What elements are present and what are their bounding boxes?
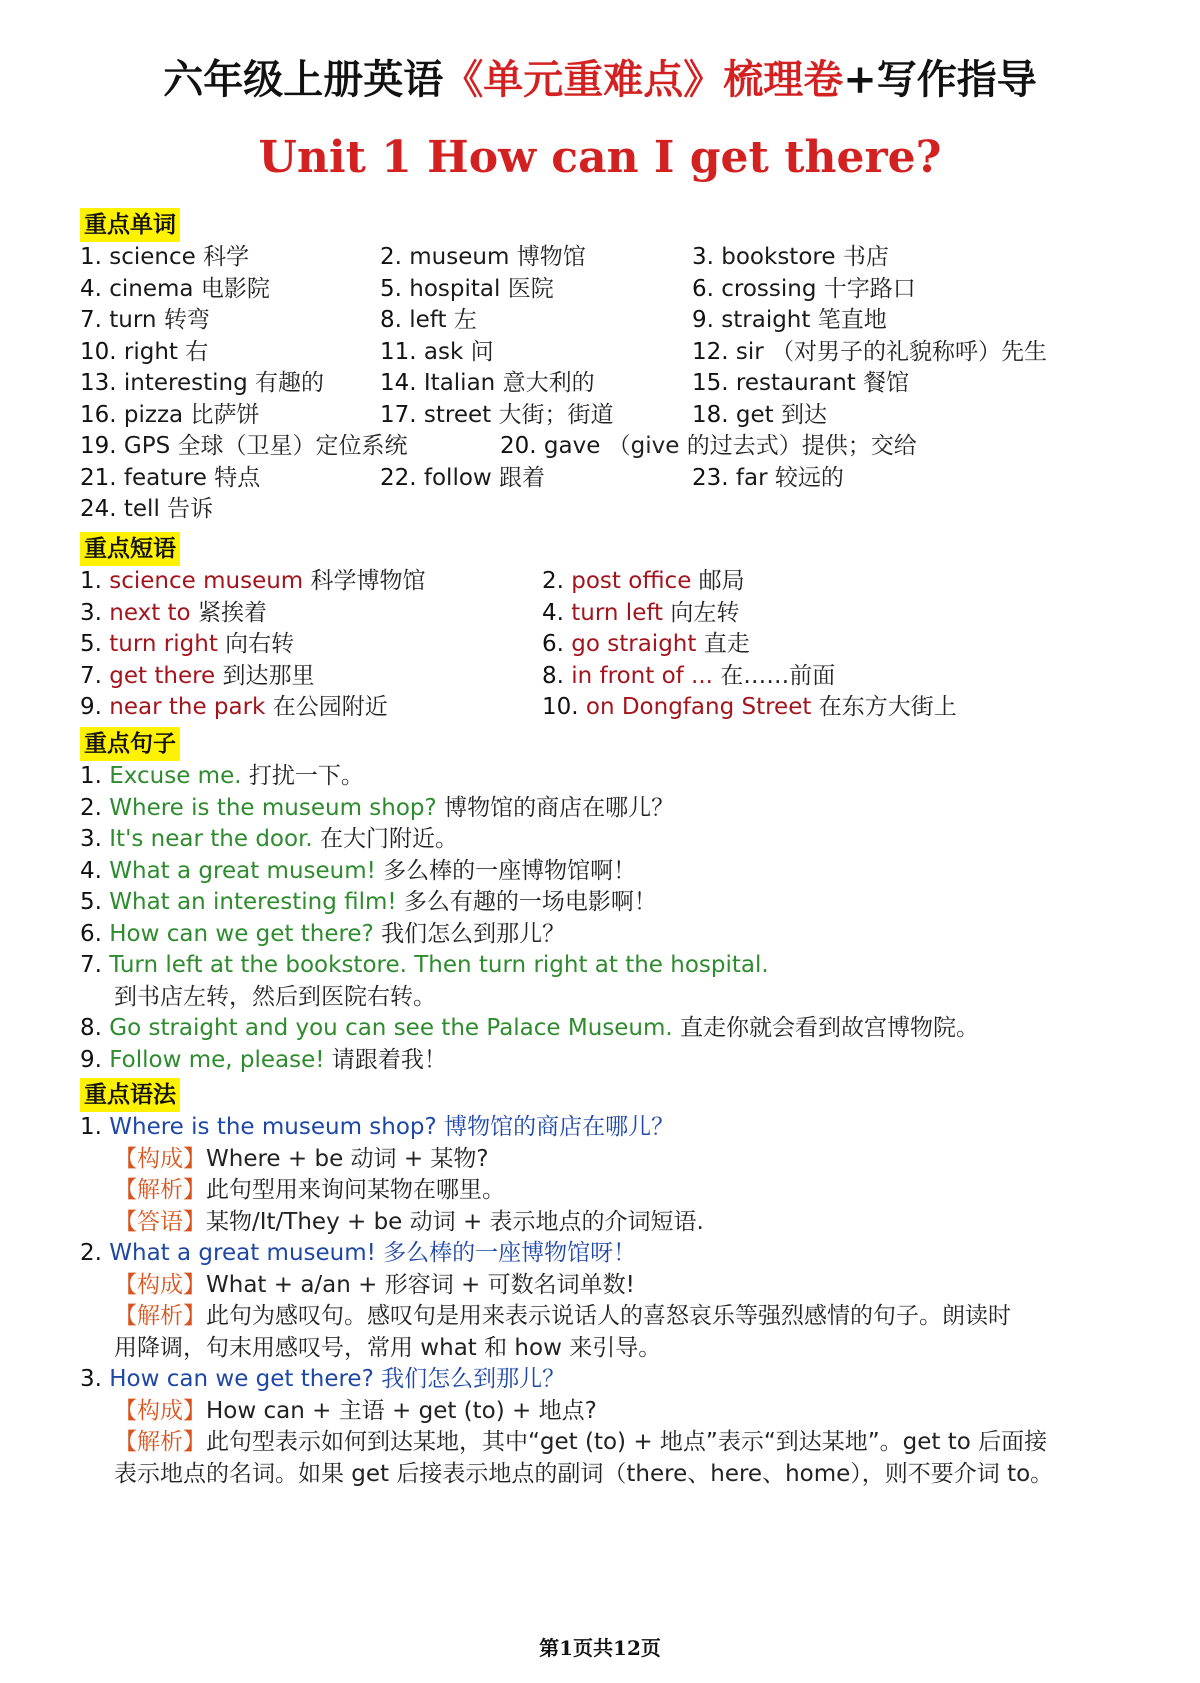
word-english: straight (721, 307, 811, 333)
sentence-english: Excuse me. (109, 763, 242, 789)
phrase-english: go straight (571, 631, 697, 657)
grammar-note-text: 此句型表示如何到达某地，其中“get (to) + 地点”表示“到达某地”。get to 后面接 (206, 1429, 1048, 1455)
key-grammar-section (80, 1078, 1160, 1490)
item-number: 9. (692, 307, 714, 333)
word-chinese: 医院 (507, 275, 554, 302)
phrase-chinese: 紧挨着 (197, 599, 267, 626)
sentence-item (80, 919, 1160, 951)
grammar-english: How can we get there? (109, 1366, 374, 1392)
item-number: 3. (80, 826, 102, 852)
word-item (80, 274, 380, 306)
word-english: cinema (109, 275, 194, 302)
word-english: ask (423, 338, 464, 365)
word-chinese: 有趣的 (255, 370, 325, 396)
grammar-note-text: 此句为感叹句。感叹句是用来表示说话人的喜怒哀乐等强烈感情的句子。朗读时 (206, 1303, 1011, 1329)
word-english: museum (409, 244, 510, 270)
grammar-chinese: 多么棒的一座博物馆呀！ (383, 1240, 637, 1266)
word-english: right (123, 338, 178, 365)
grammar-note-tag: 【解析】 (114, 1429, 206, 1455)
title-suffix: +写作指导 (843, 56, 1037, 103)
word-chinese: 到达 (780, 401, 827, 428)
word-english: hospital (409, 275, 501, 302)
grammar-note-text: 此句型用来询问某物在哪里。 (206, 1177, 505, 1203)
sentence-chinese: 在大门附近。 (320, 826, 459, 852)
item-number: 3. (692, 244, 714, 270)
phrase-item (80, 692, 542, 724)
item-number: 19. (80, 433, 117, 459)
item-number: 20. (500, 433, 537, 459)
word-chinese: 右 (185, 338, 209, 365)
item-number: 7. (80, 307, 102, 333)
phrase-english: post office (571, 568, 692, 594)
grammar-note-tag: 【构成】 (114, 1271, 206, 1298)
sentence-item (80, 793, 1160, 825)
item-number: 24. (80, 496, 117, 522)
phrase-english: science museum (109, 568, 304, 594)
phrase-english: near the park (109, 694, 266, 720)
item-number: 6. (542, 631, 564, 657)
phrase-item (80, 629, 542, 661)
grammar-note-text: What + a/an + 形容词 + 可数名词单数! (206, 1271, 635, 1298)
word-item (80, 242, 380, 274)
grammar-english: What a great museum! (109, 1240, 376, 1266)
word-chinese: 书店 (842, 244, 889, 270)
item-number: 4. (542, 599, 564, 626)
word-chinese: 笔直地 (817, 307, 887, 333)
item-number: 7. (80, 662, 102, 689)
word-chinese: 电影院 (200, 275, 270, 302)
word-item (380, 305, 692, 337)
word-chinese: （对男子的礼貌称呼）先生 (771, 338, 1048, 365)
word-item (80, 368, 380, 400)
item-number: 4. (80, 275, 102, 302)
word-english: pizza (123, 401, 184, 428)
word-item (80, 337, 380, 369)
word-item (692, 242, 1052, 274)
item-number: 1. (80, 568, 102, 594)
grammar-note-text: How can + 主语 + get (to) + 地点? (206, 1397, 597, 1424)
word-english: street (423, 401, 492, 428)
item-number: 17. (380, 401, 417, 428)
grammar-note-continuation: 表示地点的名词。如果 get 后接表示地点的副词（there、here、home），则不要介词 to。 (114, 1460, 1054, 1487)
item-number: 9. (80, 1046, 102, 1073)
word-item (380, 368, 692, 400)
sentence-chinese: 多么有趣的一场电影啊！ (403, 889, 657, 915)
phrase-chinese: 科学博物馆 (310, 568, 426, 594)
key-words-section (80, 208, 1160, 526)
word-item (692, 463, 1052, 495)
word-english: bookstore (721, 244, 836, 270)
word-chinese: 较远的 (774, 464, 844, 491)
key-phrases-heading: 重点短语 (80, 532, 180, 566)
phrase-chinese: 在公园附近 (272, 694, 388, 720)
word-english: far (735, 464, 768, 491)
word-english: sir (735, 338, 764, 365)
phrase-chinese: 到达那里 (222, 662, 315, 689)
phrase-chinese: 邮局 (698, 568, 745, 594)
word-english: get (735, 401, 774, 428)
sentence-item (80, 887, 1160, 919)
word-item (692, 305, 1052, 337)
grammar-note-tag: 【解析】 (114, 1177, 206, 1203)
grammar-note (80, 1301, 1160, 1333)
key-sentences-heading: 重点句子 (80, 727, 180, 761)
word-chinese: 告诉 (167, 496, 214, 522)
item-number: 1. (80, 244, 102, 270)
sentence-item (80, 1045, 1160, 1077)
word-item (380, 431, 1052, 463)
title-highlight: 《单元重难点》梳理卷 (443, 56, 844, 103)
key-phrases-list (80, 566, 1160, 724)
sentence-item (80, 761, 1160, 793)
word-chinese: 左 (453, 307, 477, 333)
word-english: interesting (123, 370, 248, 396)
phrase-item (542, 692, 1102, 724)
document-title (0, 48, 1200, 105)
page-number: 第1页共12页 (539, 1636, 661, 1660)
word-item (692, 337, 1052, 369)
item-number: 15. (692, 370, 729, 396)
sentence-chinese: 到书店左转，然后到医院右转。 (114, 983, 436, 1010)
grammar-point-title (80, 1364, 1160, 1396)
key-phrases-section (80, 532, 1160, 724)
phrase-item (542, 598, 1102, 630)
sentence-english: How can we get there? (109, 920, 374, 947)
phrase-chinese: 在东方大街上 (818, 694, 957, 720)
item-number: 1. (80, 1114, 102, 1140)
word-item (380, 274, 692, 306)
sentence-chinese: 博物馆的商店在哪儿？ (444, 794, 675, 821)
item-number: 23. (692, 464, 729, 491)
grammar-note-text: Where + be 动词 + 某物? (206, 1145, 489, 1172)
key-grammar-heading: 重点语法 (80, 1078, 180, 1112)
word-item (80, 494, 380, 526)
word-english: gave (543, 433, 601, 459)
word-english: crossing (721, 275, 817, 302)
word-chinese: 转弯 (163, 307, 210, 333)
grammar-note (80, 1207, 1160, 1239)
phrase-item (80, 566, 542, 598)
word-chinese: 全球（卫星）定位系统 (177, 433, 408, 459)
item-number: 11. (380, 338, 417, 365)
sentence-item (80, 824, 1160, 856)
word-item (380, 400, 692, 432)
phrase-english: on Dongfang Street (585, 694, 812, 720)
item-number: 2. (80, 1240, 102, 1266)
word-chinese: （give 的过去式）提供；交给 (607, 433, 917, 459)
item-number: 8. (80, 1015, 102, 1041)
sentence-english: It's near the door. (109, 826, 313, 852)
word-item (80, 463, 380, 495)
word-chinese: 特点 (214, 464, 261, 491)
item-number: 14. (380, 370, 417, 396)
phrase-english: get there (109, 662, 216, 689)
phrase-item (80, 661, 542, 693)
item-number: 6. (692, 275, 714, 302)
grammar-note-tag: 【构成】 (114, 1145, 206, 1172)
item-number: 3. (80, 599, 102, 626)
item-number: 5. (380, 275, 402, 302)
sentence-item (80, 1013, 1160, 1045)
item-number: 5. (80, 631, 102, 657)
grammar-note-text: 某物/It/They + be 动词 + 表示地点的介词短语. (206, 1208, 704, 1235)
phrase-chinese: 向左转 (670, 599, 740, 626)
word-item (80, 400, 380, 432)
item-number: 8. (542, 662, 564, 689)
word-item (380, 463, 692, 495)
grammar-note (80, 1396, 1160, 1428)
sentence-chinese: 直走你就会看到故宫博物院。 (680, 1015, 980, 1041)
sentence-chinese: 打扰一下。 (248, 763, 364, 789)
word-chinese: 大街；街道 (498, 401, 614, 428)
phrase-item (542, 661, 1102, 693)
phrase-english: turn left (571, 599, 664, 626)
item-number: 2. (542, 568, 564, 594)
item-number: 7. (80, 952, 102, 978)
word-english: left (409, 307, 447, 333)
phrase-english: in front of ... (571, 662, 713, 689)
key-sentences-section (80, 727, 1160, 1076)
word-chinese: 科学 (203, 244, 250, 270)
item-number: 16. (80, 401, 117, 428)
grammar-note-tag: 【构成】 (114, 1397, 206, 1424)
item-number: 21. (80, 464, 117, 491)
item-number: 4. (80, 857, 102, 884)
key-sentences-list (80, 761, 1160, 1076)
grammar-point-title (80, 1238, 1160, 1270)
key-words-list (80, 242, 1160, 526)
grammar-note (80, 1427, 1160, 1459)
item-number: 18. (692, 401, 729, 428)
sentence-english: Go straight and you can see the Palace Museum. (109, 1015, 673, 1041)
sentence-english: What a great museum! (109, 857, 376, 884)
grammar-note (80, 1144, 1160, 1176)
word-english: GPS (123, 433, 171, 459)
word-item (380, 337, 692, 369)
word-chinese: 意大利的 (502, 370, 595, 396)
item-number: 10. (542, 694, 579, 720)
item-number: 5. (80, 889, 102, 915)
word-chinese: 十字路口 (823, 275, 916, 302)
sentence-item (80, 982, 1160, 1014)
grammar-note-tag: 【解析】 (114, 1303, 206, 1329)
phrase-chinese: 向右转 (225, 631, 295, 657)
item-number: 12. (692, 338, 729, 365)
grammar-chinese: 博物馆的商店在哪儿？ (444, 1114, 675, 1140)
grammar-note-continuation: 用降调，句末用感叹号，常用 what 和 how 来引导。 (114, 1334, 662, 1361)
sentence-item (80, 950, 1160, 982)
phrase-item (542, 566, 1102, 598)
word-english: tell (123, 496, 160, 522)
grammar-note-tag: 【答语】 (114, 1208, 206, 1235)
word-chinese: 餐馆 (863, 370, 910, 396)
grammar-chinese: 我们怎么到那儿？ (381, 1366, 566, 1392)
word-chinese: 跟着 (499, 464, 546, 491)
item-number: 8. (380, 307, 402, 333)
word-english: restaurant (735, 370, 856, 396)
word-item (692, 368, 1052, 400)
phrase-english: turn right (109, 631, 218, 657)
item-number: 2. (380, 244, 402, 270)
sentence-item (80, 856, 1160, 888)
phrase-chinese: 在……前面 (720, 662, 836, 689)
key-words-heading: 重点单词 (80, 208, 180, 242)
key-grammar-list (80, 1112, 1160, 1490)
phrase-item (80, 598, 542, 630)
sentence-english: What an interesting film! (109, 889, 397, 915)
item-number: 22. (380, 464, 417, 491)
sentence-english: Follow me, please! (109, 1046, 325, 1073)
word-item (692, 274, 1052, 306)
item-number: 3. (80, 1366, 102, 1392)
item-number: 6. (80, 920, 102, 947)
sentence-english: Where is the museum shop? (109, 794, 437, 821)
word-item (692, 400, 1052, 432)
phrase-item (542, 629, 1102, 661)
word-english: turn (109, 307, 157, 333)
item-number: 13. (80, 370, 117, 396)
word-chinese: 博物馆 (516, 244, 586, 270)
phrase-english: next to (109, 599, 191, 626)
sentence-chinese: 我们怎么到那儿？ (381, 920, 566, 947)
word-chinese: 比萨饼 (190, 401, 260, 428)
word-item (80, 305, 380, 337)
sentence-chinese: 请跟着我！ (331, 1046, 447, 1073)
sentence-english: Turn left at the bookstore. Then turn right at the hospital. (109, 952, 769, 978)
word-english: Italian (423, 370, 496, 396)
word-english: feature (123, 464, 207, 491)
title-prefix: 六年级上册英语 (163, 56, 444, 103)
grammar-point-title (80, 1112, 1160, 1144)
word-item (380, 242, 692, 274)
word-english: science (109, 244, 196, 270)
item-number: 10. (80, 338, 117, 365)
unit-title: Unit 1 How can I get there? (258, 132, 942, 183)
grammar-english: Where is the museum shop? (109, 1114, 437, 1140)
phrase-chinese: 直走 (703, 631, 750, 657)
grammar-note (80, 1175, 1160, 1207)
word-chinese: 问 (470, 338, 494, 365)
item-number: 2. (80, 794, 102, 821)
item-number: 9. (80, 694, 102, 720)
word-english: follow (423, 464, 492, 491)
sentence-chinese: 多么棒的一座博物馆啊！ (383, 857, 637, 884)
grammar-note (80, 1270, 1160, 1302)
item-number: 1. (80, 763, 102, 789)
